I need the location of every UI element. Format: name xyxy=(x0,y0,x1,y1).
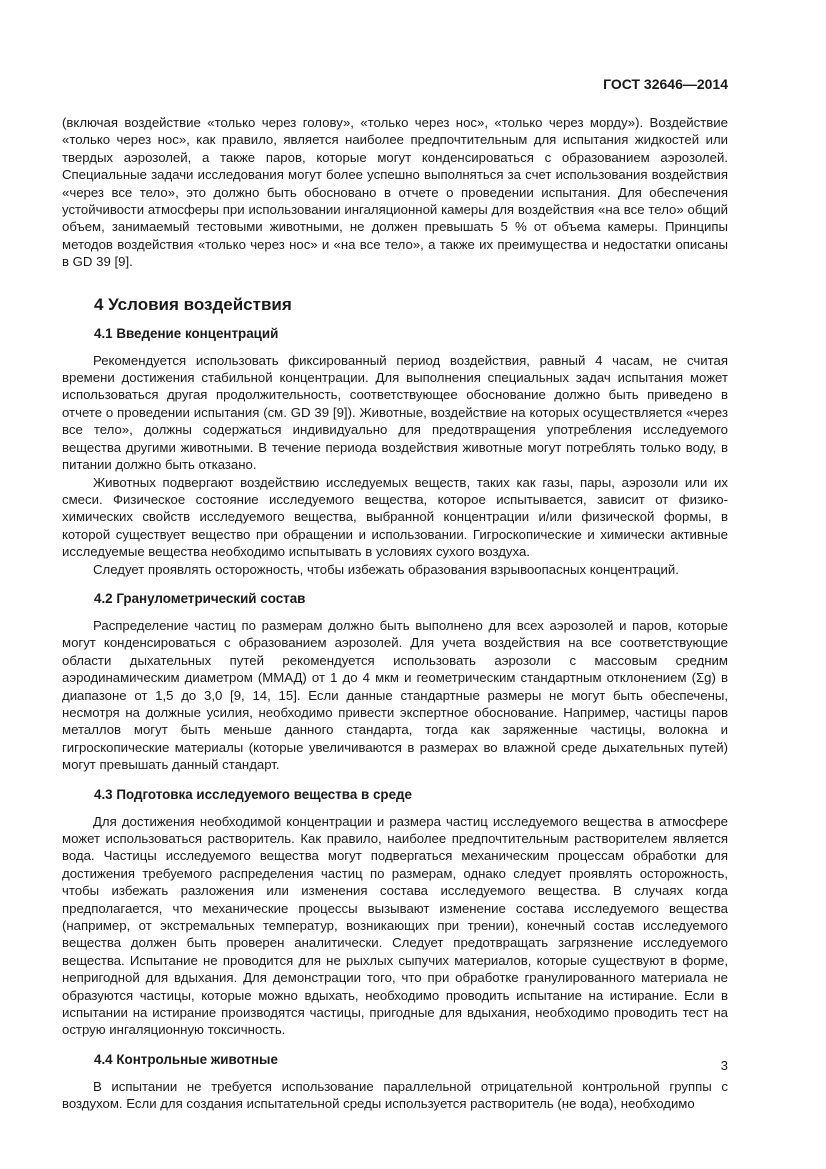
section-4-1-paragraph-2: Животных подвергают воздействию исследуемых веществ, таких как газы, пары, аэрозоли или их смеси. Физическое состояние исследуемого вещества, которое испытывается, зависит от физико-химических свойств исследуемого вещества, выбранной концентрации и/или физической формы, в которой существует вещество при обращении и использовании. Гигроскопические и химически активные исследуемые вещества необходимо испытывать в условиях сухого воздуха. xyxy=(62,474,728,560)
page-number: 3 xyxy=(720,1058,728,1073)
section-4-1-paragraph-1: Рекомендуется использовать фиксированный период воздействия, равный 4 часам, не считая времени достижения стабильной концентрации. Для выполнения специальных задач испытания может использоваться другая продолжительность, соответствующее обоснование должно быть приведено в отчете о проведении испытания (см. GD 39 [9]). Животные, воздействие на которых осуществляется «через все тело», должны содержаться индивидуально для предотвращения употребления исследуемого вещества другими животными. В течение периода воздействия животные могут потреблять только воду, в питании должно быть отказано. xyxy=(62,352,728,473)
section-4-3-title: 4.3 Подготовка исследуемого вещества в среде xyxy=(94,786,412,802)
section-4-2-paragraph-1: Распределение частиц по размерам должно быть выполнено для всех аэрозолей и паров, которые могут конденсироваться с образованием аэрозолей. Для учета воздействия на все соответствующие области дыхательных путей рекомендуется использовать аэрозоли с массовым средним аэродинамическим диаметром (ММАД) от 1 до 4 мкм и геометрическим стандартным отклонением (Σg) в диапазоне от 1,5 до 3,0 [9, 14, 15]. Если данные стандартные размеры не могут быть обеспечены, несмотря на должные усилия, необходимо привести экспертное обоснование. Например, частицы паров металлов могут быть меньше данного стандарта, тогда как заряженные частицы, волокна и гигроскопические материалы (которые увеличиваются в размерах во влажной среде дыхательных путей) могут превышать данный стандарт. xyxy=(62,617,728,773)
section-4-2-title: 4.2 Гранулометрический состав xyxy=(94,590,306,606)
section-4-title: 4 Условия воздействия xyxy=(94,294,292,314)
section-4-1-title: 4.1 Введение концентраций xyxy=(94,325,279,341)
section-4-4-title: 4.4 Контрольные животные xyxy=(94,1051,278,1067)
document-id: ГОСТ 32646—2014 xyxy=(603,76,728,92)
page-content xyxy=(62,114,728,1113)
intro-paragraph: (включая воздействие «только через голову», «только через нос», «только через морду»). Воздействие «только через нос», как правило, является наиболее предпочтительным для испытания жидкостей или твердых аэрозолей, а также паров, которые могут конденсироваться с образованием аэрозолей. Специальные задачи исследования могут более успешно выполняться за счет использования воздействия «через все тело», это должно быть обосновано в отчете о проведении испытания. Для обеспечения устойчивости атмосферы при использовании ингаляционной камеры для воздействия «на все тело» общий объем, занимаемый тестовыми животными, не должен превышать 5 % от объема камеры. Принципы методов воздействия «только через нос» и «на все тело», а также их преимущества и недостатки описаны в GD 39 [9]. xyxy=(62,115,728,270)
section-4-4-paragraph-1: В испытании не требуется использование параллельной отрицательной контрольной группы с воздухом. Если для создания испытательной среды используется растворитель (не вода), необходимо xyxy=(62,1078,728,1112)
section-4-3-paragraph-1: Для достижения необходимой концентрации и размера частиц исследуемого вещества в атмосфере может использоваться растворитель. Как правило, наиболее предпочтительным растворителем является вода. Частицы исследуемого вещества могут подвергаться механическим процессам обработки для достижения требуемого распределения частиц по размерам, однако следует проявлять осторожность, чтобы избежать разложения или изменения состава исследуемого вещества. В случаях когда предполагается, что механические процессы вызывают изменение состава исследуемого вещества (например, от экстремальных температур, возникающих при трении), конечный состав исследуемого вещества должен быть проверен аналитически. Следует предотвращать загрязнение исследуемого вещества. Испытание не проводится для не рыхлых сыпучих материалов, которые существуют в форме, непригодной для вдыхания. Для демонстрации того, что при обработке гранулированного материала не образуются частицы, которые можно вдыхать, необходимо проводить испытание на истирание. Если в испытании на истирание производятся частицы, пригодные для вдыхания, необходимо проводить тест на острую ингаляционную токсичность. xyxy=(62,813,728,1038)
section-4-1-paragraph-3: Следует проявлять осторожность, чтобы избежать образования взрывоопасных концентраций. xyxy=(93,561,679,577)
